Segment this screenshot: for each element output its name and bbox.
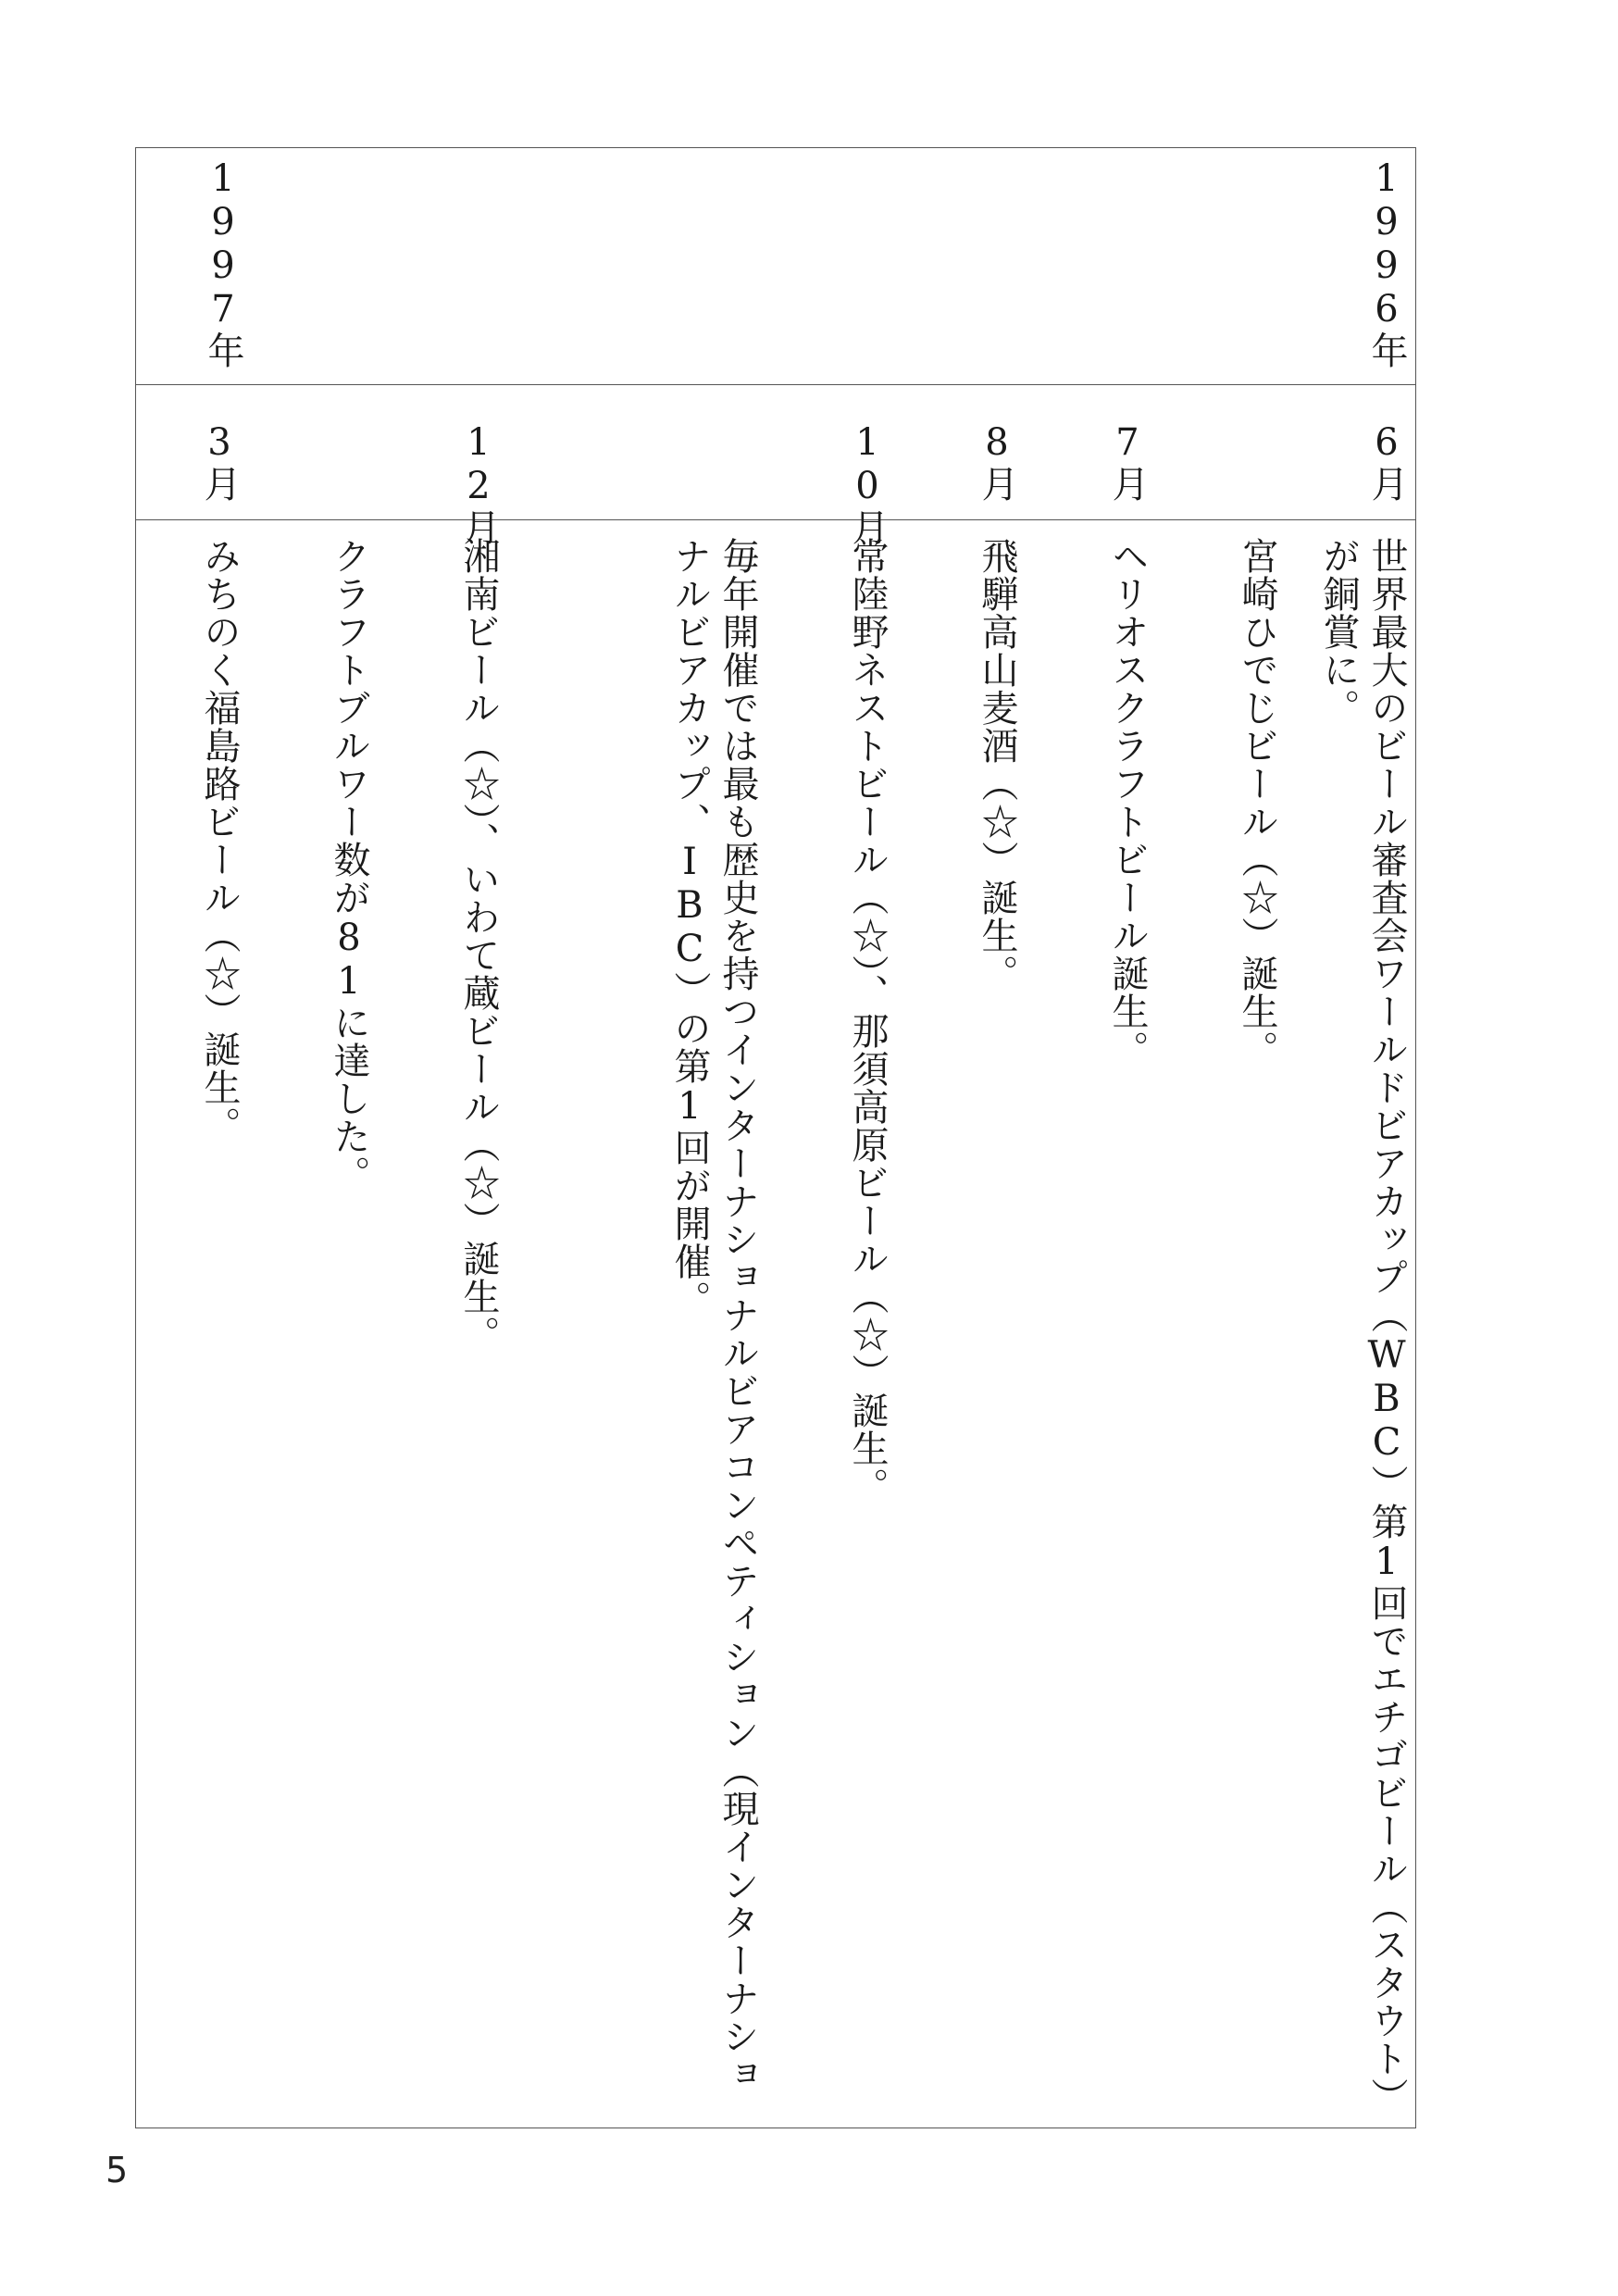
month-label-july: 7月 bbox=[1106, 421, 1149, 503]
event-wbc-bronze: 世界最大のビール審査会ワールドビアカップ（WBC）第1回でエチゴビール（スタウト）が銅賞に。 bbox=[1317, 537, 1408, 2097]
year-label-1996: 1996年 bbox=[1365, 157, 1408, 369]
year-row-divider bbox=[136, 384, 1415, 385]
month-label-march: 3月 bbox=[198, 421, 241, 503]
month-label-august: 8月 bbox=[976, 421, 1018, 503]
month-row-divider bbox=[136, 519, 1415, 520]
page-number: 5 bbox=[106, 2150, 129, 2190]
event-hida-takayama: 飛騨高山麦酒（☆）誕生。 bbox=[976, 537, 1018, 992]
event-michinoku-fukushima: みちのく福島路ビール（☆）誕生。 bbox=[198, 537, 241, 1144]
beer-history-timeline bbox=[135, 147, 1416, 2128]
event-helios-craft: ヘリオスクラフトビール誕生。 bbox=[1106, 537, 1149, 1068]
event-craft-brewer-count: クラフトブルワー数が81に達した。 bbox=[328, 537, 370, 1193]
month-label-october: 10月 bbox=[846, 421, 889, 546]
event-ibc-first: 毎年開催では最も歴史を持つインターナショナルビアコンペティション（現インターナショナルビアカップ、IBC）の第1回が開催。 bbox=[668, 537, 759, 2093]
month-label-june: 6月 bbox=[1365, 421, 1408, 503]
year-label-1997: 1997年 bbox=[202, 157, 244, 369]
event-shonan-iwate: 湘南ビール（☆）、いわて蔵ビール（☆）誕生。 bbox=[457, 537, 500, 1354]
month-label-december: 12月 bbox=[457, 421, 500, 546]
event-hitachino-nasu: 常陸野ネストビール（☆）、那須高原ビール（☆）誕生。 bbox=[846, 537, 889, 1505]
event-miyazaki-hideji: 宮崎ひでじビール（☆）誕生。 bbox=[1236, 537, 1278, 1068]
